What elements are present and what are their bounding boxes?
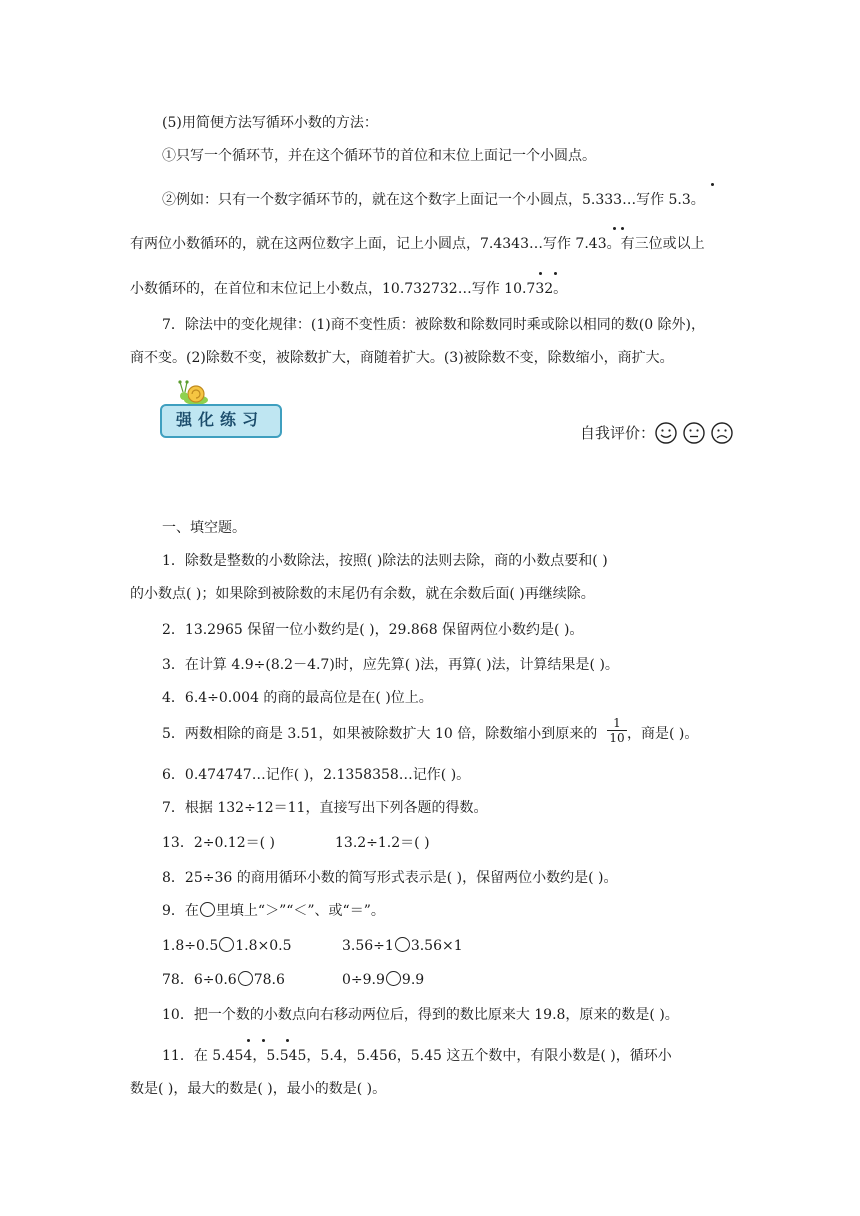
self-evaluation-faces: [654, 421, 734, 445]
repeat-dot: [539, 272, 542, 275]
repeat-dot: [286, 1039, 289, 1042]
q7-b: 13.2÷1.2＝( ): [335, 835, 430, 851]
q9-row2a: [162, 970, 285, 990]
repeat-dot: [621, 227, 624, 230]
p5-title: (5)用简便方法写循环小数的方法：: [162, 115, 378, 131]
repeat-dot: [262, 1039, 265, 1042]
fraction-numerator: 1: [607, 716, 627, 731]
q9-row1a: [162, 936, 292, 956]
frown-face-icon[interactable]: [712, 423, 732, 443]
q9-expr-left: 0÷9.9: [342, 972, 385, 988]
practice-badge: [158, 378, 284, 440]
q6: 6．0.474747…记作( )，2.1358358…记作( )。: [162, 767, 471, 783]
neutral-face-icon[interactable]: [684, 423, 704, 443]
q9-expr-right: 1.8×0.5: [235, 938, 292, 954]
q9-text-b: 里填上“＞”“＜”、或“＝”。: [215, 903, 385, 919]
q5-part1: 5．两数相除的商是 3.51，如果被除数扩大 10 倍，除数缩小到原来的: [162, 726, 598, 742]
q9-expr-left: 78．6÷0.6: [162, 972, 237, 988]
repeat-dot: [554, 272, 557, 275]
p5-item1: ①只写一个循环节，并在这个循环节的首位和末位上面记一个小圆点。: [162, 148, 596, 164]
repeat-dot: [247, 1039, 250, 1042]
compare-circle-icon[interactable]: [395, 937, 410, 952]
q9-expr-left: 1.8÷0.5: [162, 938, 219, 954]
q9-row1b: [342, 936, 463, 956]
q7-a: 13．2÷0.12＝( ): [162, 835, 275, 851]
p5-item2-line3: 小数循环的，在首位和末位记上小数点，10.732732…写作 10.732。: [130, 281, 568, 297]
p7-line2: 商不变。(2)除数不变，被除数扩大，商随着扩大。(3)被除数不变，除数缩小，商扩大。: [130, 350, 674, 366]
q9-expr-right: 9.9: [401, 972, 425, 988]
compare-circle-icon[interactable]: [219, 937, 234, 952]
repeat-dot: [613, 227, 616, 230]
q5-fraction: [607, 716, 627, 745]
q9-text-a: 9．在: [162, 903, 199, 919]
fraction-denominator: 10: [609, 731, 625, 745]
self-evaluation-label: 自我评价：: [580, 424, 656, 442]
p5-item2-line1: ②例如：只有一个数字循环节的，就在这个数字上面记一个小圆点，5.333…写作 5.3。: [162, 192, 705, 208]
repeat-dot: [711, 183, 714, 186]
q5-part2: ，商是( )。: [627, 726, 699, 742]
blank-circle-icon: [200, 902, 215, 917]
p5-item2-line2: 有两位小数循环的，就在这两位数字上面，记上小圆点，7.4343…写作 7.43。有三位或以上: [130, 236, 705, 252]
compare-circle-icon[interactable]: [386, 971, 401, 986]
section-heading: 一、填空题。: [162, 520, 246, 536]
q9-row2b: [342, 970, 424, 990]
q9-expr-left: 3.56÷1: [342, 938, 394, 954]
q1-line2: 的小数点( )；如果除到被除数的末尾仍有余数，就在余数后面( )再继续除。: [130, 586, 595, 602]
q4: 4．6.4÷0.004 的商的最高位是在( )位上。: [162, 690, 433, 706]
q9-expr-right: 78.6: [253, 972, 285, 988]
q2: 2．13.2965 保留一位小数约是( )，29.868 保留两位小数约是( )。: [162, 622, 584, 638]
q11-line1: 11．在 5.454，5.545，5.4，5.456，5.45 这五个数中，有限小数是( )，循环小: [162, 1048, 672, 1064]
q3: 3．在计算 4.9÷(8.2－4.7)时，应先算( )法，再算( )法，计算结果是( )。: [162, 657, 619, 673]
smile-face-icon[interactable]: [656, 423, 676, 443]
q8: 8．25÷36 的商用循环小数的简写形式表示是( )，保留两位小数约是( )。: [162, 870, 618, 886]
q11-line2: 数是( )，最大的数是( )，最小的数是( )。: [130, 1081, 387, 1097]
q7: 7．根据 132÷12＝11，直接写出下列各题的得数。: [162, 800, 488, 816]
badge-title: 强化练习: [175, 410, 264, 429]
p7-line1: 7．除法中的变化规律：(1)商不变性质：被除数和除数同时乘或除以相同的数(0 除外)，: [162, 317, 706, 333]
q10: 10．把一个数的小数点向右移动两位后，得到的数比原来大 19.8，原来的数是( )。: [162, 1007, 679, 1023]
q9-expr-right: 3.56×1: [410, 938, 463, 954]
q1-line1: 1．除数是整数的小数除法，按照( )除法的法则去除，商的小数点要和( ): [162, 553, 608, 569]
q9-instruction: [162, 901, 385, 921]
compare-circle-icon[interactable]: [238, 971, 253, 986]
